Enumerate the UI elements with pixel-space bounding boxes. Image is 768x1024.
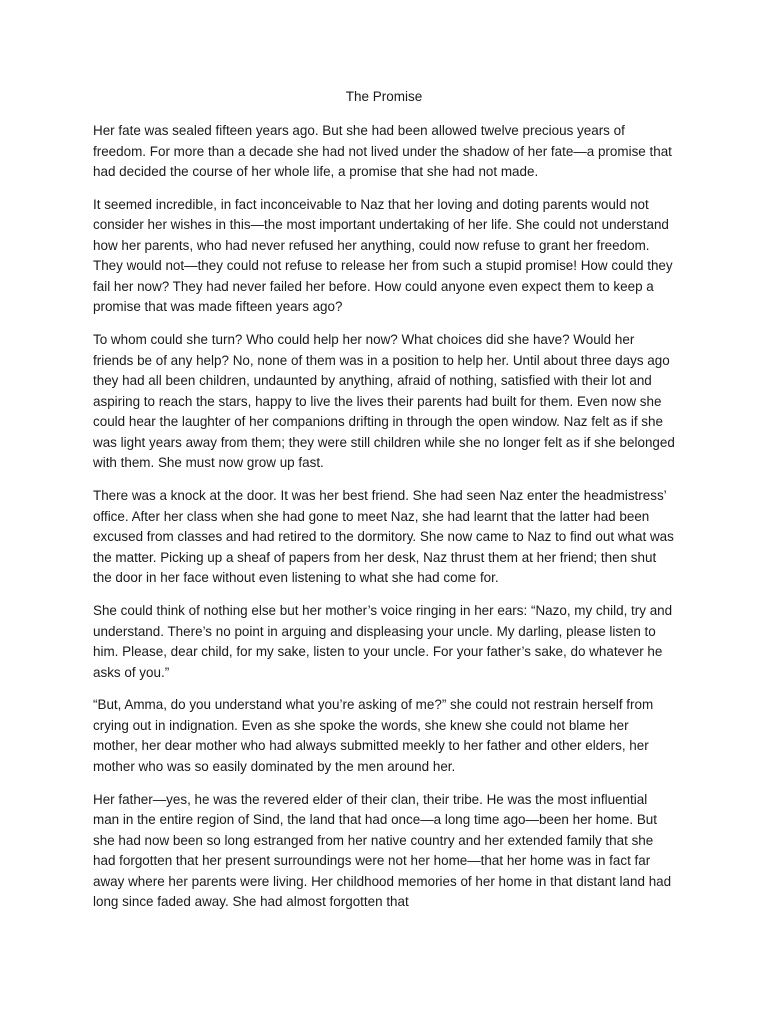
paragraph: To whom could she turn? Who could help her now? What choices did she have? Would her friends be of any help? No, none of them was in a position to help her. Until about three days ago they had all been children, undaunted by anything, afraid of nothing, satisfied with their lot and aspiring to reach the stars, happy to live the lives their parents had built for them. Even now she could hear the laughter of her companions drifting in through the open window. Naz felt as if she was light years away from them; they were still children while she no longer felt as if she belonged with them. She must now grow up fast. [93, 332, 675, 471]
paragraph: Her fate was sealed fifteen years ago. But she had been allowed twelve precious years of freedom. For more than a decade she had not lived under the shadow of her fate—a promise that had decided the course of her whole life, a promise that she had not made. [93, 123, 672, 179]
page-title: The Promise [345, 89, 423, 104]
paragraph: Her father—yes, he was the revered elder of their clan, their tribe. He was the most influential man in the entire region of Sind, the land that had once—a long time ago—been her home. But she had now been so long estranged from her native country and her extended family that she had forgotten that her present surroundings were not her home—that her home was in fact far away where her parents were living. Her childhood memories of her home in that distant land had long since faded away. She had almost forgotten that [93, 791, 672, 910]
document-body [93, 121, 675, 925]
paragraph: It seemed incredible, in fact inconceivable to Naz that her loving and doting parents would not consider her wishes in this—the most important undertaking of her life. She could not understand how her parents, who had never refused her anything, could now refuse to grant her freedom. They would not—they could not refuse to release her from such a stupid promise! How could they fail her now? They had never failed her before. How could anyone even expect them to keep a promise that was made fifteen years ago? [93, 196, 673, 315]
paragraph: She could think of nothing else but her mother’s voice ringing in her ears: “Nazo, my child, try and understand. There’s no point in arguing and displeasing your uncle. My darling, please listen to him. Please, dear child, for my sake, listen to your uncle. For your father’s sake, do whatever he asks of you.” [93, 603, 673, 680]
paragraph: There was a knock at the door. It was her best friend. She had seen Naz enter the headmistress’ office. After her class when she had gone to meet Naz, she had learnt that the latter had been excused from classes and had retired to the dormitory. She now came to Naz to find out what was the matter. Picking up a sheaf of papers from her desk, Naz thrust them at her friend; then shut the door in her face without even listening to what she had come for. [93, 488, 674, 586]
paragraph: “But, Amma, do you understand what you’re asking of me?” she could not restrain herself from crying out in indignation. Even as she spoke the words, she knew she could not blame her mother, her dear mother who had always submitted meekly to her father and other elders, her mother who was so easily dominated by the men around her. [93, 697, 654, 774]
